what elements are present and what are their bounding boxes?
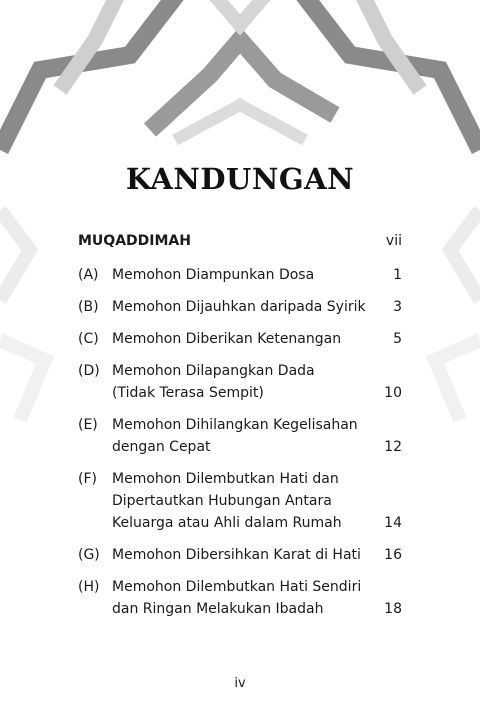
toc-entry-title-line: Memohon Diberikan Ketenangan bbox=[112, 331, 342, 347]
toc-entry[interactable] bbox=[78, 414, 402, 458]
table-of-contents bbox=[78, 230, 402, 630]
toc-entries bbox=[78, 264, 402, 620]
toc-entry-title-line: dengan Cepat bbox=[112, 439, 211, 455]
toc-entry-title-line: Memohon Dihilangkan Kegelisahan bbox=[112, 417, 358, 433]
toc-intro-row[interactable] bbox=[78, 230, 402, 252]
toc-entry-letter: (H) bbox=[78, 579, 100, 595]
toc-entry-title bbox=[112, 414, 372, 458]
toc-entry[interactable] bbox=[78, 576, 402, 620]
toc-entry-title-line: Dipertautkan Hubungan Antara bbox=[112, 493, 332, 509]
page-title: KANDUNGAN bbox=[125, 162, 355, 196]
toc-entry-title bbox=[112, 264, 372, 286]
toc-entry-title bbox=[112, 328, 372, 350]
toc-entry[interactable] bbox=[78, 360, 402, 404]
toc-entry-page: 10 bbox=[384, 385, 402, 401]
toc-entry-letter: (E) bbox=[78, 417, 98, 433]
toc-entry-title bbox=[112, 360, 372, 404]
toc-entry-page: 16 bbox=[384, 547, 402, 563]
toc-entry[interactable] bbox=[78, 328, 402, 350]
toc-entry-page: 3 bbox=[393, 299, 402, 315]
toc-entry-title-line: Memohon Dilembutkan Hati Sendiri bbox=[112, 579, 362, 595]
toc-entry-title-line: Memohon Dijauhkan daripada Syirik bbox=[112, 299, 366, 315]
toc-entry[interactable] bbox=[78, 468, 402, 534]
toc-entry-title-line: Memohon Dilembutkan Hati dan bbox=[112, 471, 339, 487]
toc-entry-title bbox=[112, 296, 372, 318]
toc-entry-title-line: Memohon Diampunkan Dosa bbox=[112, 267, 315, 283]
toc-entry[interactable] bbox=[78, 296, 402, 318]
toc-entry-page: 18 bbox=[384, 601, 402, 617]
toc-entry-title-line: (Tidak Terasa Sempit) bbox=[112, 385, 264, 401]
toc-entry-letter: (F) bbox=[78, 471, 97, 487]
toc-entry-title bbox=[112, 576, 372, 620]
page-number: iv bbox=[234, 676, 246, 691]
toc-entry-letter: (D) bbox=[78, 363, 100, 379]
toc-entry-title bbox=[112, 544, 372, 566]
toc-entry-title-line: dan Ringan Melakukan Ibadah bbox=[112, 601, 324, 617]
toc-entry-page: 12 bbox=[384, 439, 402, 455]
toc-entry-title-line: Memohon Dilapangkan Dada bbox=[112, 363, 315, 379]
toc-entry[interactable] bbox=[78, 264, 402, 286]
toc-intro-label: MUQADDIMAH bbox=[78, 233, 191, 249]
toc-entry-letter: (A) bbox=[78, 267, 99, 283]
toc-entry-letter: (G) bbox=[78, 547, 100, 563]
toc-entry-letter: (C) bbox=[78, 331, 99, 347]
toc-entry-title-line: Keluarga atau Ahli dalam Rumah bbox=[112, 515, 342, 531]
toc-intro-page: vii bbox=[385, 233, 402, 249]
toc-entry[interactable] bbox=[78, 544, 402, 566]
toc-entry-page: 5 bbox=[393, 331, 402, 347]
toc-entry-title-line: Memohon Dibersihkan Karat di Hati bbox=[112, 547, 361, 563]
toc-entry-title bbox=[112, 468, 372, 534]
toc-entry-page: 14 bbox=[384, 515, 402, 531]
toc-entry-letter: (B) bbox=[78, 299, 99, 315]
toc-entry-page: 1 bbox=[393, 267, 402, 283]
